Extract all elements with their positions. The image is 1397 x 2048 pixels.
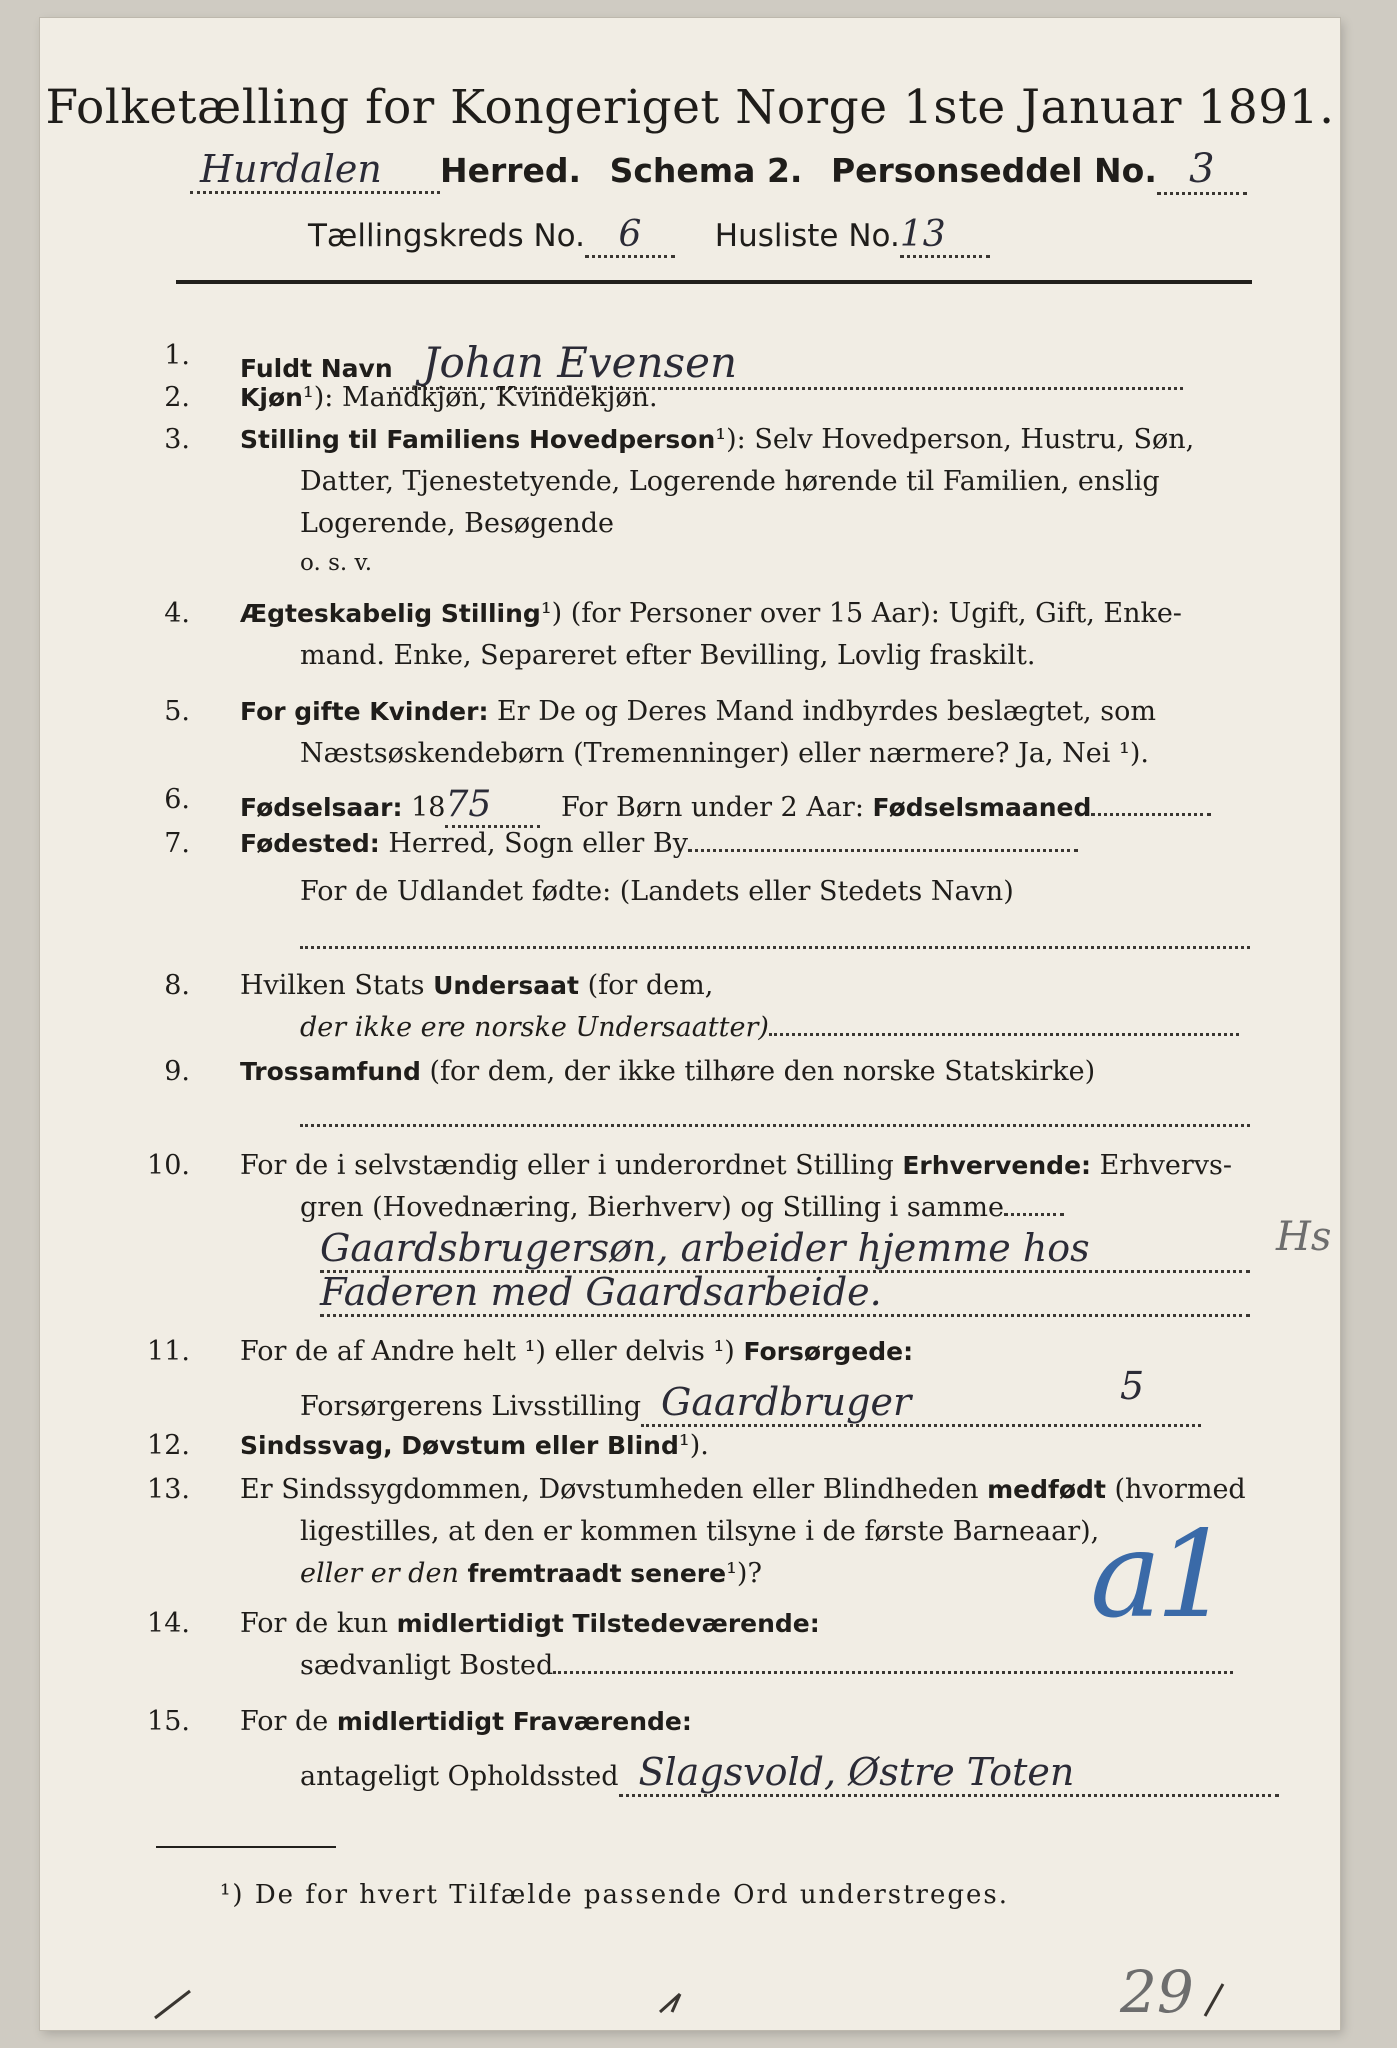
item-3-line-4: o. s. v. [300, 550, 373, 576]
item-8-label: Undersaat [433, 971, 579, 1000]
item-14-text: For de kun [240, 1608, 388, 1639]
item-13-text: Er Sindssygdommen, Døvstumheden eller Blindheden [240, 1474, 979, 1505]
item-3-line-3: Logerende, Besøgende [300, 508, 614, 539]
birth-year-value: 75 [445, 784, 540, 828]
item-7-label: Fødested: [240, 829, 380, 858]
item-number: 2. [164, 382, 190, 413]
page-number: 29 [1120, 1958, 1194, 2026]
item-number: 14. [147, 1608, 190, 1639]
item-11-line-2 [300, 1380, 1201, 1427]
item-3-text: ¹): Selv Hovedperson, Hustru, Søn, [715, 424, 1195, 455]
birth-century: 18 [411, 792, 446, 823]
pencil-mark-icon [650, 1980, 710, 2020]
birth-month-label: Fødselsmaaned [872, 793, 1092, 822]
margin-note-a1: a1 [1090, 1506, 1226, 1645]
item-7 [240, 828, 1078, 859]
item-4 [240, 598, 1182, 629]
item-4-text: ¹) (for Personer over 15 Aar): Ugift, Gift, Enke- [540, 598, 1182, 629]
item-5 [240, 696, 1156, 727]
item-11 [240, 1336, 913, 1367]
item-6 [240, 784, 1211, 828]
item-15-line-2 [300, 1750, 1279, 1797]
provider-occupation-value: Gaardbruger [641, 1380, 1201, 1427]
birth-month-value [1091, 813, 1211, 816]
item-2 [240, 382, 658, 413]
item-number: 8. [164, 970, 190, 1001]
item-14-label: midlertidigt Tilstedeværende: [396, 1609, 820, 1638]
footnote-divider [156, 1846, 336, 1848]
item-10-label: Erhvervende: [902, 1151, 1092, 1180]
kreds-label: Tællingskreds No. [308, 218, 585, 254]
item-4-label: Ægteskabelig Stilling [240, 599, 541, 628]
nationality-value [769, 1033, 1239, 1036]
item-13-line-3 [300, 1558, 762, 1589]
item-13-line-3a: eller er den [300, 1558, 459, 1589]
item-3-label: Stilling til Familiens Hovedperson [240, 425, 716, 454]
item-4-line-2: mand. Enke, Separeret efter Bevilling, Lovlig fraskilt. [300, 640, 1036, 671]
husliste-value: 13 [900, 214, 990, 258]
item-15-text: For de [240, 1706, 329, 1737]
kreds-line [308, 214, 990, 258]
item-15-label: midlertidigt Fraværende: [336, 1707, 692, 1736]
item-8-text-2: (for dem, [587, 970, 714, 1001]
item-15 [240, 1706, 692, 1737]
birthplace-value [688, 849, 1078, 852]
item-number: 6. [164, 784, 190, 815]
item-number: 10. [147, 1150, 190, 1181]
item-number: 15. [147, 1706, 190, 1737]
footnote: ¹) De for hvert Tilfælde passende Ord understreges. [220, 1880, 1010, 1910]
item-5-line-2: Næstsøskendebørn (Tremenninger) eller nærmere? Ja, Nei ¹). [300, 738, 1149, 769]
item-11-label: Forsørgede: [743, 1337, 914, 1366]
item-10-text: For de i selvstændig eller i underordnet Stilling [240, 1150, 894, 1181]
item-13-line-2: ligestilles, at den er kommen tilsyne i de første Barneaar), [300, 1516, 1100, 1547]
item-10-dots [1004, 1213, 1064, 1216]
item-15-subtext: antageligt Opholdssted [300, 1761, 619, 1792]
item-7-line-2: For de Udlandet fødte: (Landets eller Stedets Navn) [300, 876, 1014, 907]
personseddel-label: Personseddel No. [830, 151, 1157, 190]
item-number: 3. [164, 424, 190, 455]
kreds-value: 6 [585, 214, 675, 258]
item-9 [240, 1056, 1095, 1087]
item-8-line-2 [300, 1012, 1239, 1043]
item-7-text: Herred, Sogn eller By [388, 828, 688, 859]
item-number: 4. [164, 598, 190, 629]
husliste-label: Husliste No. [714, 218, 900, 254]
item-1-label: Fuldt Navn [240, 354, 393, 383]
item-7-answer-line [300, 946, 1250, 949]
item-3 [240, 424, 1194, 455]
item-5-text: Er De og Deres Mand indbyrdes beslægtet, som [497, 696, 1156, 727]
item-6-label: Fødselsaar: [240, 793, 403, 822]
item-2-text: ¹): Mandkjøn, Kvindekjøn. [302, 382, 658, 413]
item-12-text: ¹). [678, 1430, 709, 1461]
item-11-text: For de af Andre helt ¹) eller delvis ¹) [240, 1336, 735, 1367]
margin-note-hs: Hs [1276, 1214, 1332, 1260]
pencil-mark-icon [1195, 1978, 1235, 2022]
item-8-subtext: der ikke ere norske Undersaatter) [300, 1012, 769, 1043]
full-name-value: Johan Evensen [393, 338, 1183, 390]
personseddel-value: 3 [1157, 146, 1247, 195]
margin-note-5: 5 [1120, 1364, 1145, 1408]
item-5-label: For gifte Kvinder: [240, 697, 489, 726]
herred-value: Hurdalen [190, 147, 440, 194]
item-13-label-2: fremtraadt senere [467, 1559, 727, 1588]
item-10-line-2 [300, 1192, 1064, 1223]
item-13-text-2: (hvormed [1114, 1474, 1246, 1505]
item-8 [240, 970, 713, 1001]
item-number: 7. [164, 828, 190, 859]
item-14 [240, 1608, 820, 1639]
item-number: 13. [147, 1474, 190, 1505]
item-8-text: Hvilken Stats [240, 970, 425, 1001]
item-13 [240, 1474, 1246, 1505]
item-9-answer-line [300, 1124, 1250, 1127]
schema-label: Schema 2. [609, 151, 803, 190]
item-10-text-2: Erhvervs- [1099, 1150, 1233, 1181]
pencil-mark-icon [150, 1983, 210, 2023]
item-12-label: Sindssvag, Døvstum eller Blind [240, 1431, 679, 1460]
item-number: 1. [164, 340, 190, 371]
item-14-subtext: sædvanligt Bosted [300, 1650, 554, 1681]
item-9-text: (for dem, der ikke tilhøre den norske Statskirke) [429, 1056, 1096, 1087]
usual-residence-value [553, 1671, 1233, 1674]
census-form-sheet [40, 18, 1340, 2030]
header-divider [176, 280, 1252, 284]
form-title: Folketælling for Kongeriget Norge 1ste Januar 1891. [45, 80, 1335, 135]
item-number: 11. [147, 1336, 190, 1367]
herred-line [190, 146, 1247, 195]
item-10-subtext: gren (Hovednæring, Bierhverv) og Stilling i samme [300, 1192, 1005, 1223]
temporary-residence-value: Slagsvold, Østre Toten [619, 1750, 1279, 1797]
item-13-label: medfødt [987, 1475, 1106, 1504]
item-number: 12. [147, 1430, 190, 1461]
occupation-value-line-2: Faderen med Gaardsarbeide. [320, 1270, 1250, 1317]
item-11-subtext: Forsørgerens Livsstilling [300, 1391, 642, 1422]
item-number: 5. [164, 696, 190, 727]
herred-label: Herred. [440, 151, 582, 190]
item-14-line-2 [300, 1650, 1233, 1681]
occupation-value-line-1: Gaardsbrugersøn, arbeider hjemme hos [320, 1226, 1250, 1273]
item-12 [240, 1430, 709, 1461]
item-3-line-2: Datter, Tjenestetyende, Logerende hørende til Familien, enslig [300, 466, 1160, 497]
item-10 [240, 1150, 1232, 1181]
item-13-line-3c: ¹)? [726, 1558, 762, 1589]
item-2-label: Kjøn [240, 383, 303, 412]
item-9-label: Trossamfund [240, 1057, 421, 1086]
item-number: 9. [164, 1056, 190, 1087]
item-6-text: For Børn under 2 Aar: [561, 792, 864, 823]
